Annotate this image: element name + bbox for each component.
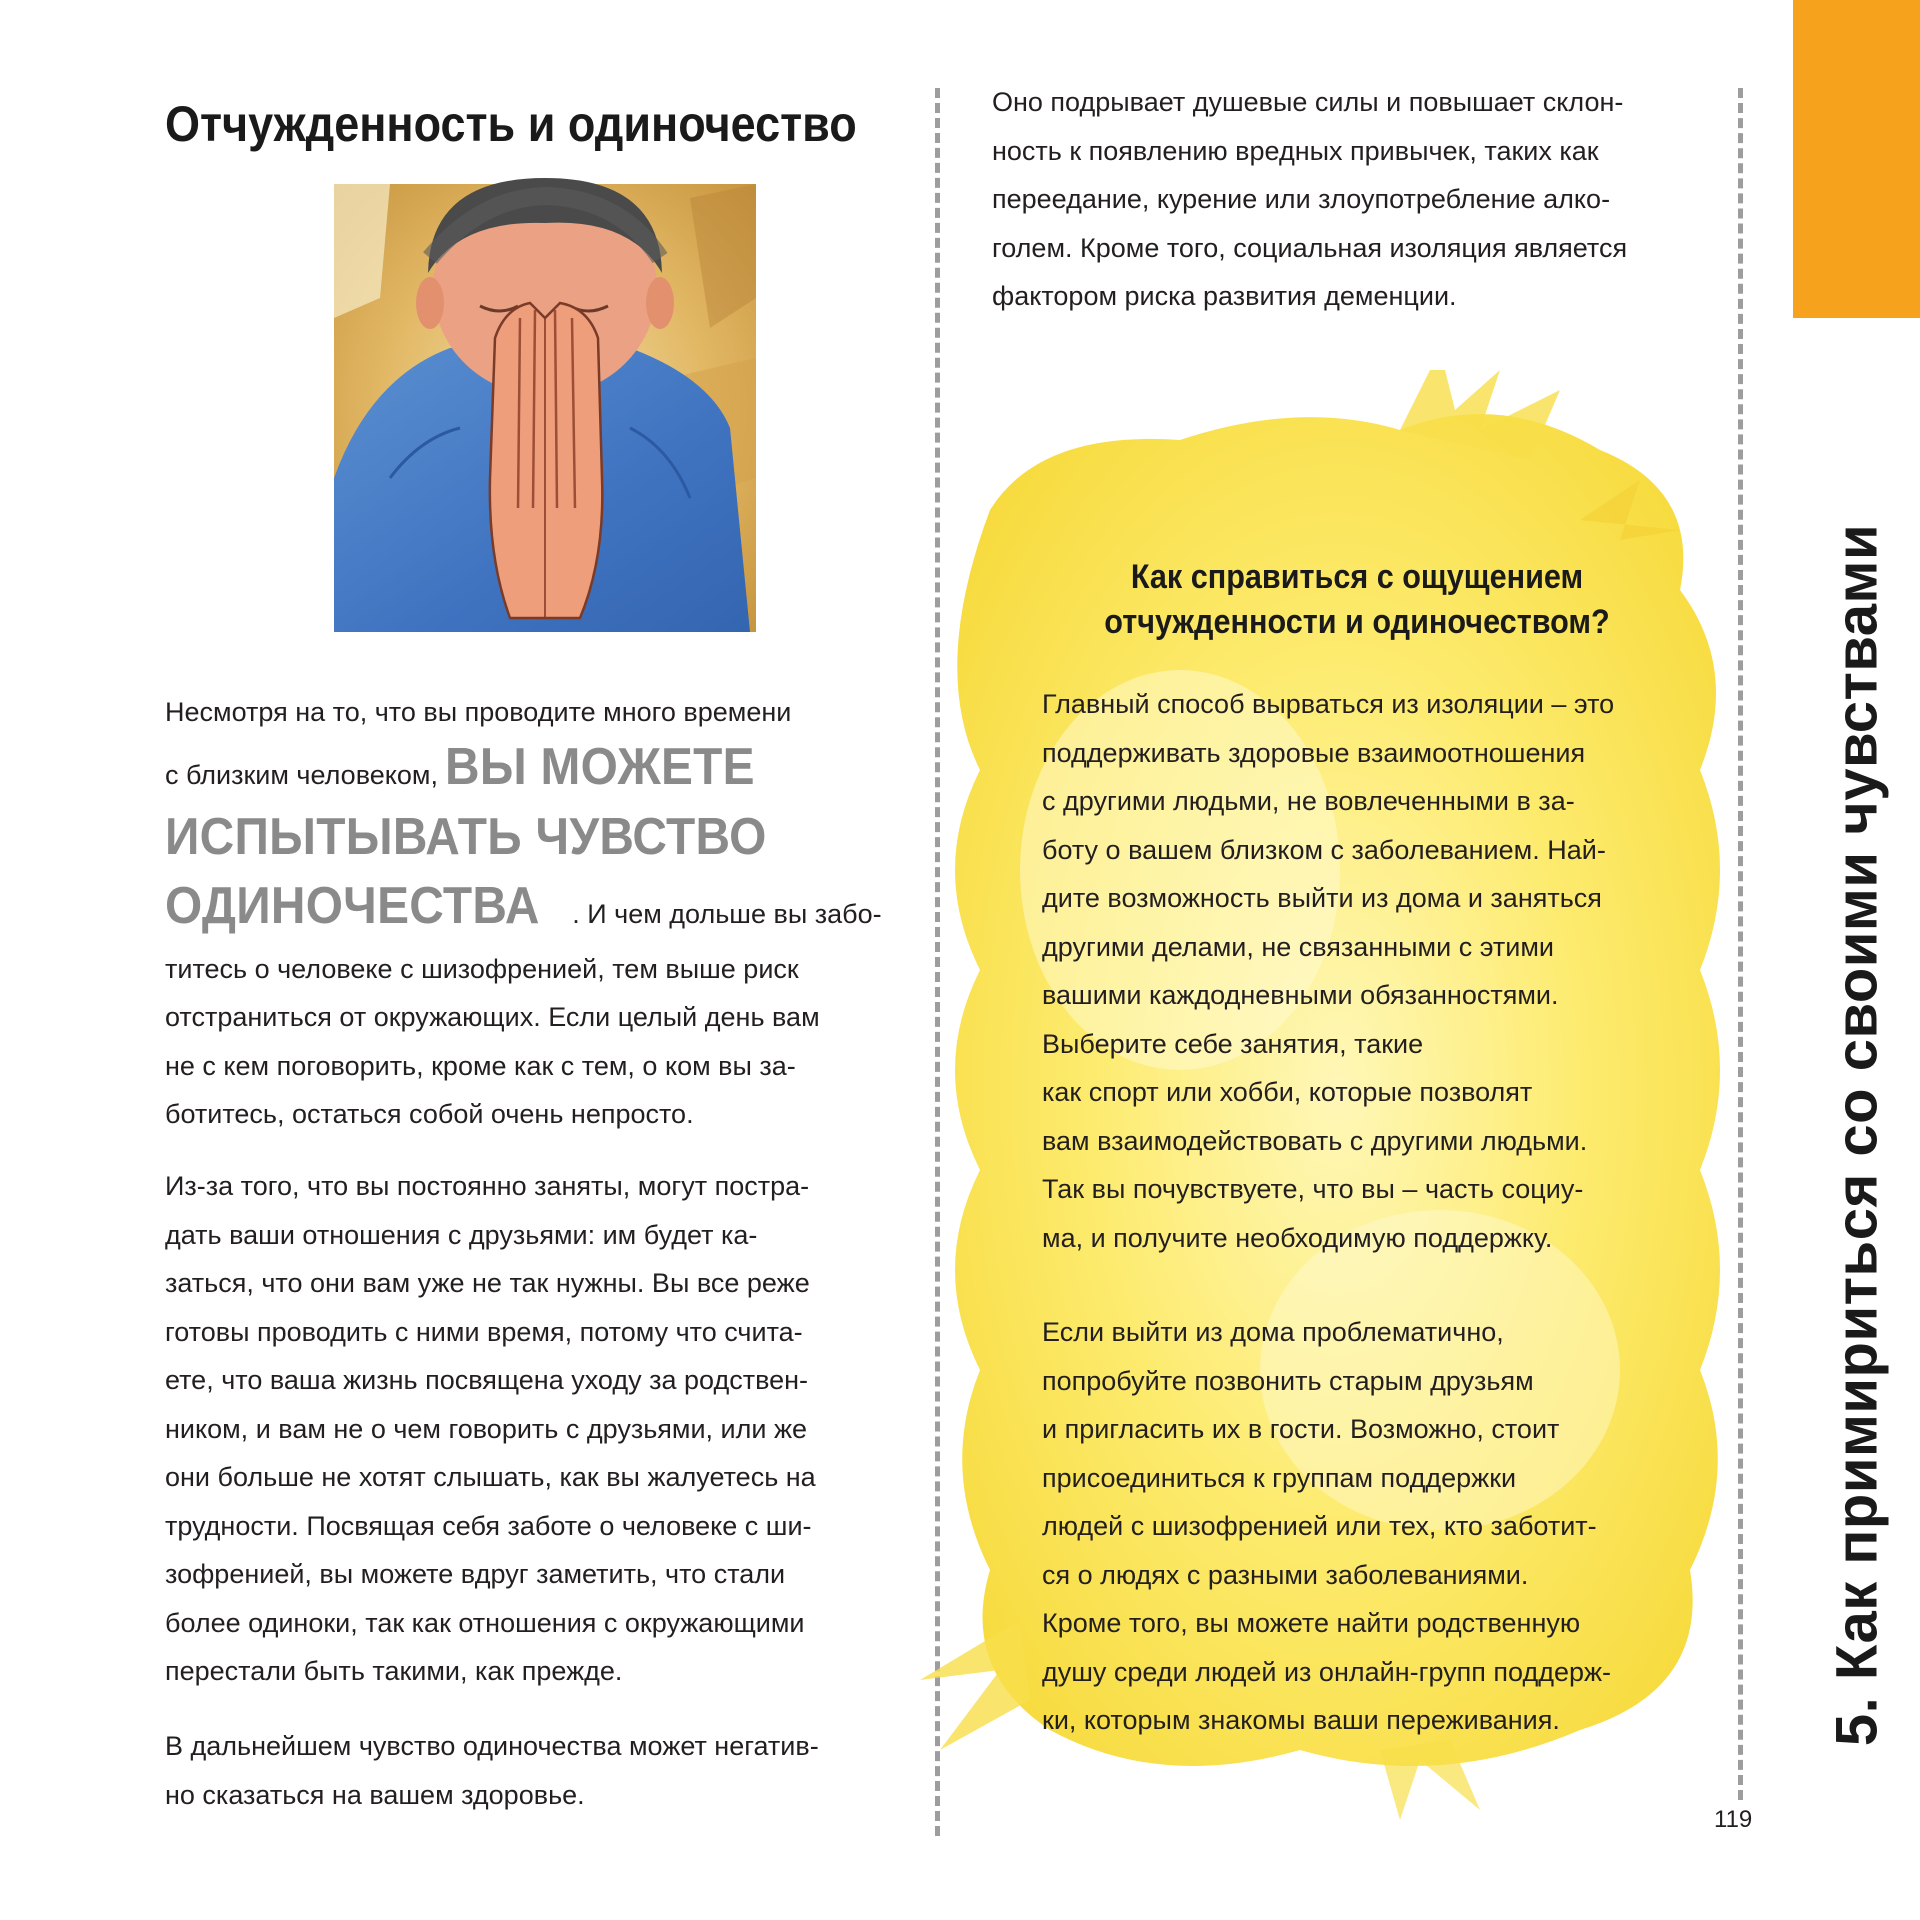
text-line: Оно подрывает душевые силы и повышает склон- [992,87,1624,117]
highlight-text: ОДИНОЧЕСТВА [165,876,540,935]
paragraph-friendships [165,1162,816,1696]
text-line: Главный способ вырваться из изоляции – это [1042,689,1615,719]
text-line: титесь о человеке с шизофренией, тем выше риск [165,953,799,984]
tips-box-title [1076,555,1638,645]
text-line: они больше не хотят слышать, как вы жалуетесь на [165,1462,816,1492]
text-line: другими делами, не связанными с этими [1042,931,1554,962]
text-line: но сказаться на вашем здоровье. [165,1779,585,1810]
text-line: как спорт или хобби, которые позволят [1042,1077,1533,1107]
text-line-with-highlight [165,737,882,807]
highlight-text: ВЫ МОЖЕТЕ [445,737,756,796]
text-line: душу среди людей из онлайн-групп поддерж- [1042,1656,1612,1687]
text-line: не с кем поговорить, кроме как с тем, о ком вы за- [165,1050,796,1081]
text-line: трудности. Посвящая себя заботе о человеке с ши- [165,1510,812,1541]
text-line: Так вы почувствуете, что вы – часть социу- [1042,1174,1584,1204]
text-line: Несмотря на то, что вы проводите много времени [165,697,792,727]
paragraph-health [165,1722,819,1819]
text-line: ете, что ваша жизнь посвящена уходу за родствен- [165,1365,809,1395]
text-line: переедание, курение или злоупотребление алко- [992,184,1611,214]
text-line: ность к появлению вредных привычек, таких как [992,135,1599,166]
tips-title-line: отчужденности и одиночеством? [1104,603,1610,641]
text-line: перестали быть такими, как прежде. [165,1656,623,1686]
page-title: Отчужденность и одиночество [165,96,857,152]
paragraph-habits [992,78,1627,321]
text-fragment: . И чем дольше вы забо- [572,898,882,929]
text-line: более одиноки, так как отношения с окружающими [165,1607,805,1638]
text-line: Кроме того, вы можете найти родственную [1042,1608,1581,1638]
tips-paragraph-2 [1042,1308,1611,1745]
text-line: ником, и вам не о чем говорить с друзьями, или же [165,1413,808,1444]
text-line: дите возможность выйти из дома и заняться [1042,883,1602,913]
paragraph-loneliness-intro [165,688,882,1139]
man-covering-face-illustration [330,178,762,640]
text-line: готовы проводить с ними время, потому что счита- [165,1316,803,1347]
highlight-line [165,807,882,876]
text-line: Выберите себе занятия, такие [1042,1028,1424,1059]
text-line: ма, и получите необходимую поддержку. [1042,1222,1553,1253]
text-line: и пригласить их в гости. Возможно, стоит [1042,1414,1560,1444]
text-line: боту о вашем близком с заболеванием. Най- [1042,834,1606,865]
text-line: зофренией, вы можете вдруг заметить, что стали [165,1559,786,1589]
text-line: вашими каждодневными обязанностями. [1042,980,1559,1010]
text-line: заться, что они вам уже не так нужны. Вы все реже [165,1268,810,1298]
text-fragment: с близким человеком, [165,759,446,790]
text-line: людей с шизофренией или тех, кто заботит- [1042,1511,1597,1541]
text-line: ки, которым знакомы ваши переживания. [1042,1705,1560,1735]
text-line: ботитесь, остаться собой очень непросто. [165,1099,694,1129]
text-line-with-highlight [165,876,882,945]
highlight-text: ИСПЫТЫВАТЬ ЧУВСТВО [165,807,767,866]
text-line: попробуйте позвонить старым друзьям [1042,1365,1534,1396]
text-line: с другими людьми, не вовлеченными в за- [1042,786,1575,816]
text-line: поддерживать здоровые взаимоотношения [1042,737,1586,768]
page-number: 119 [1714,1806,1753,1833]
chapter-label: 5. Как примириться со своими чувствами [1824,523,1890,1747]
text-line: дать ваши отношения с друзьями: им будет ка- [165,1219,758,1250]
text-line: вам взаимодействовать с другими людьми. [1042,1125,1588,1156]
text-line: ся о людях с разными заболеваниями. [1042,1559,1529,1590]
text-line: голем. Кроме того, социальная изоляция является [992,232,1628,263]
text-line: Из-за того, что вы постоянно заняты, могут пострa- [165,1171,810,1201]
text-line: фактором риска развития деменции. [992,281,1457,311]
chapter-tab [1793,0,1920,318]
tips-paragraph-1 [1042,680,1614,1262]
text-line: Если выйти из дома проблематично, [1042,1317,1504,1347]
text-line: присоединиться к группам поддержки [1042,1462,1517,1493]
tips-title-line: Как справиться с ощущением [1130,558,1584,596]
text-line: В дальнейшем чувство одиночества может негатив- [165,1731,819,1761]
text-line: отстраниться от окружающих. Если целый день вам [165,1002,820,1032]
